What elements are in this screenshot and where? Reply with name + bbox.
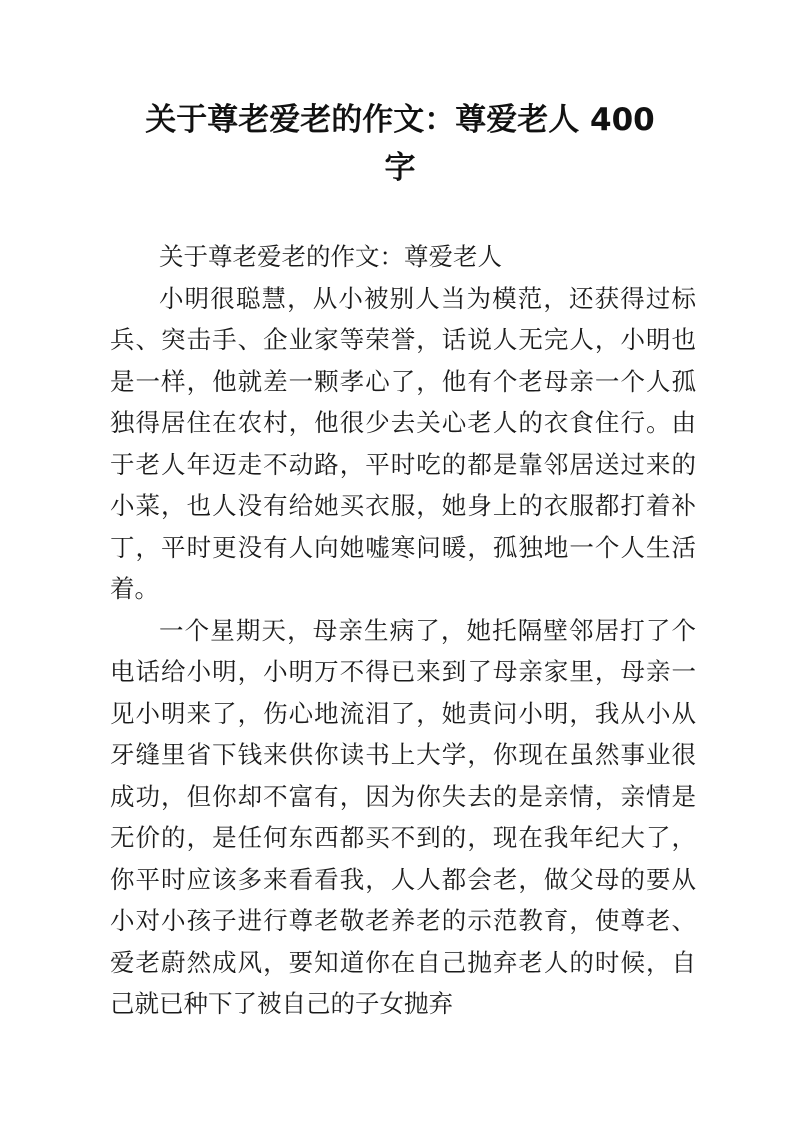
- title-line-2: 字: [384, 150, 416, 186]
- body-paragraph-2: 一个星期天，母亲生病了，她托隔壁邻居打了个电话给小明，小明万不得已来到了母亲家里，母亲一见小明来了，伤心地流泪了，她责问小明，我从小从牙缝里省下钱来供你读书上大学，你现在虽然事业很成功，但你却不富有，因为你失去的是亲情，亲情是无价的，是任何东西都买不到的，现在我年纪大了，你平时应该多来看看我，人人都会老，做父母的要从小对小孩子进行尊老敬老养老的示范教育，使尊老、爱老蔚然成风，要知道你在自己抛弃老人的时候，自己就已种下了被自己的子女抛弃: [110, 615, 696, 1018]
- body-paragraph-1: 小明很聪慧，从小被别人当为模范，还获得过标兵、突击手、企业家等荣誉，话说人无完人，小明也是一样，他就差一颗孝心了，他有个老母亲一个人孤独得居住在农村，他很少去关心老人的衣食住行。由于老人年迈走不动路，平时吃的都是靠邻居送过来的小菜，也人没有给她买衣服，她身上的衣服都打着补丁，平时更没有人向她嘘寒问暖，孤独地一个人生活着。: [110, 283, 696, 603]
- subtitle-paragraph: 关于尊老爱老的作文：尊爱老人: [159, 242, 502, 271]
- document-body: [110, 236, 696, 1025]
- title-line-1: 关于尊老爱老的作文：尊爱老人 400: [145, 102, 655, 138]
- document-title: [110, 96, 690, 192]
